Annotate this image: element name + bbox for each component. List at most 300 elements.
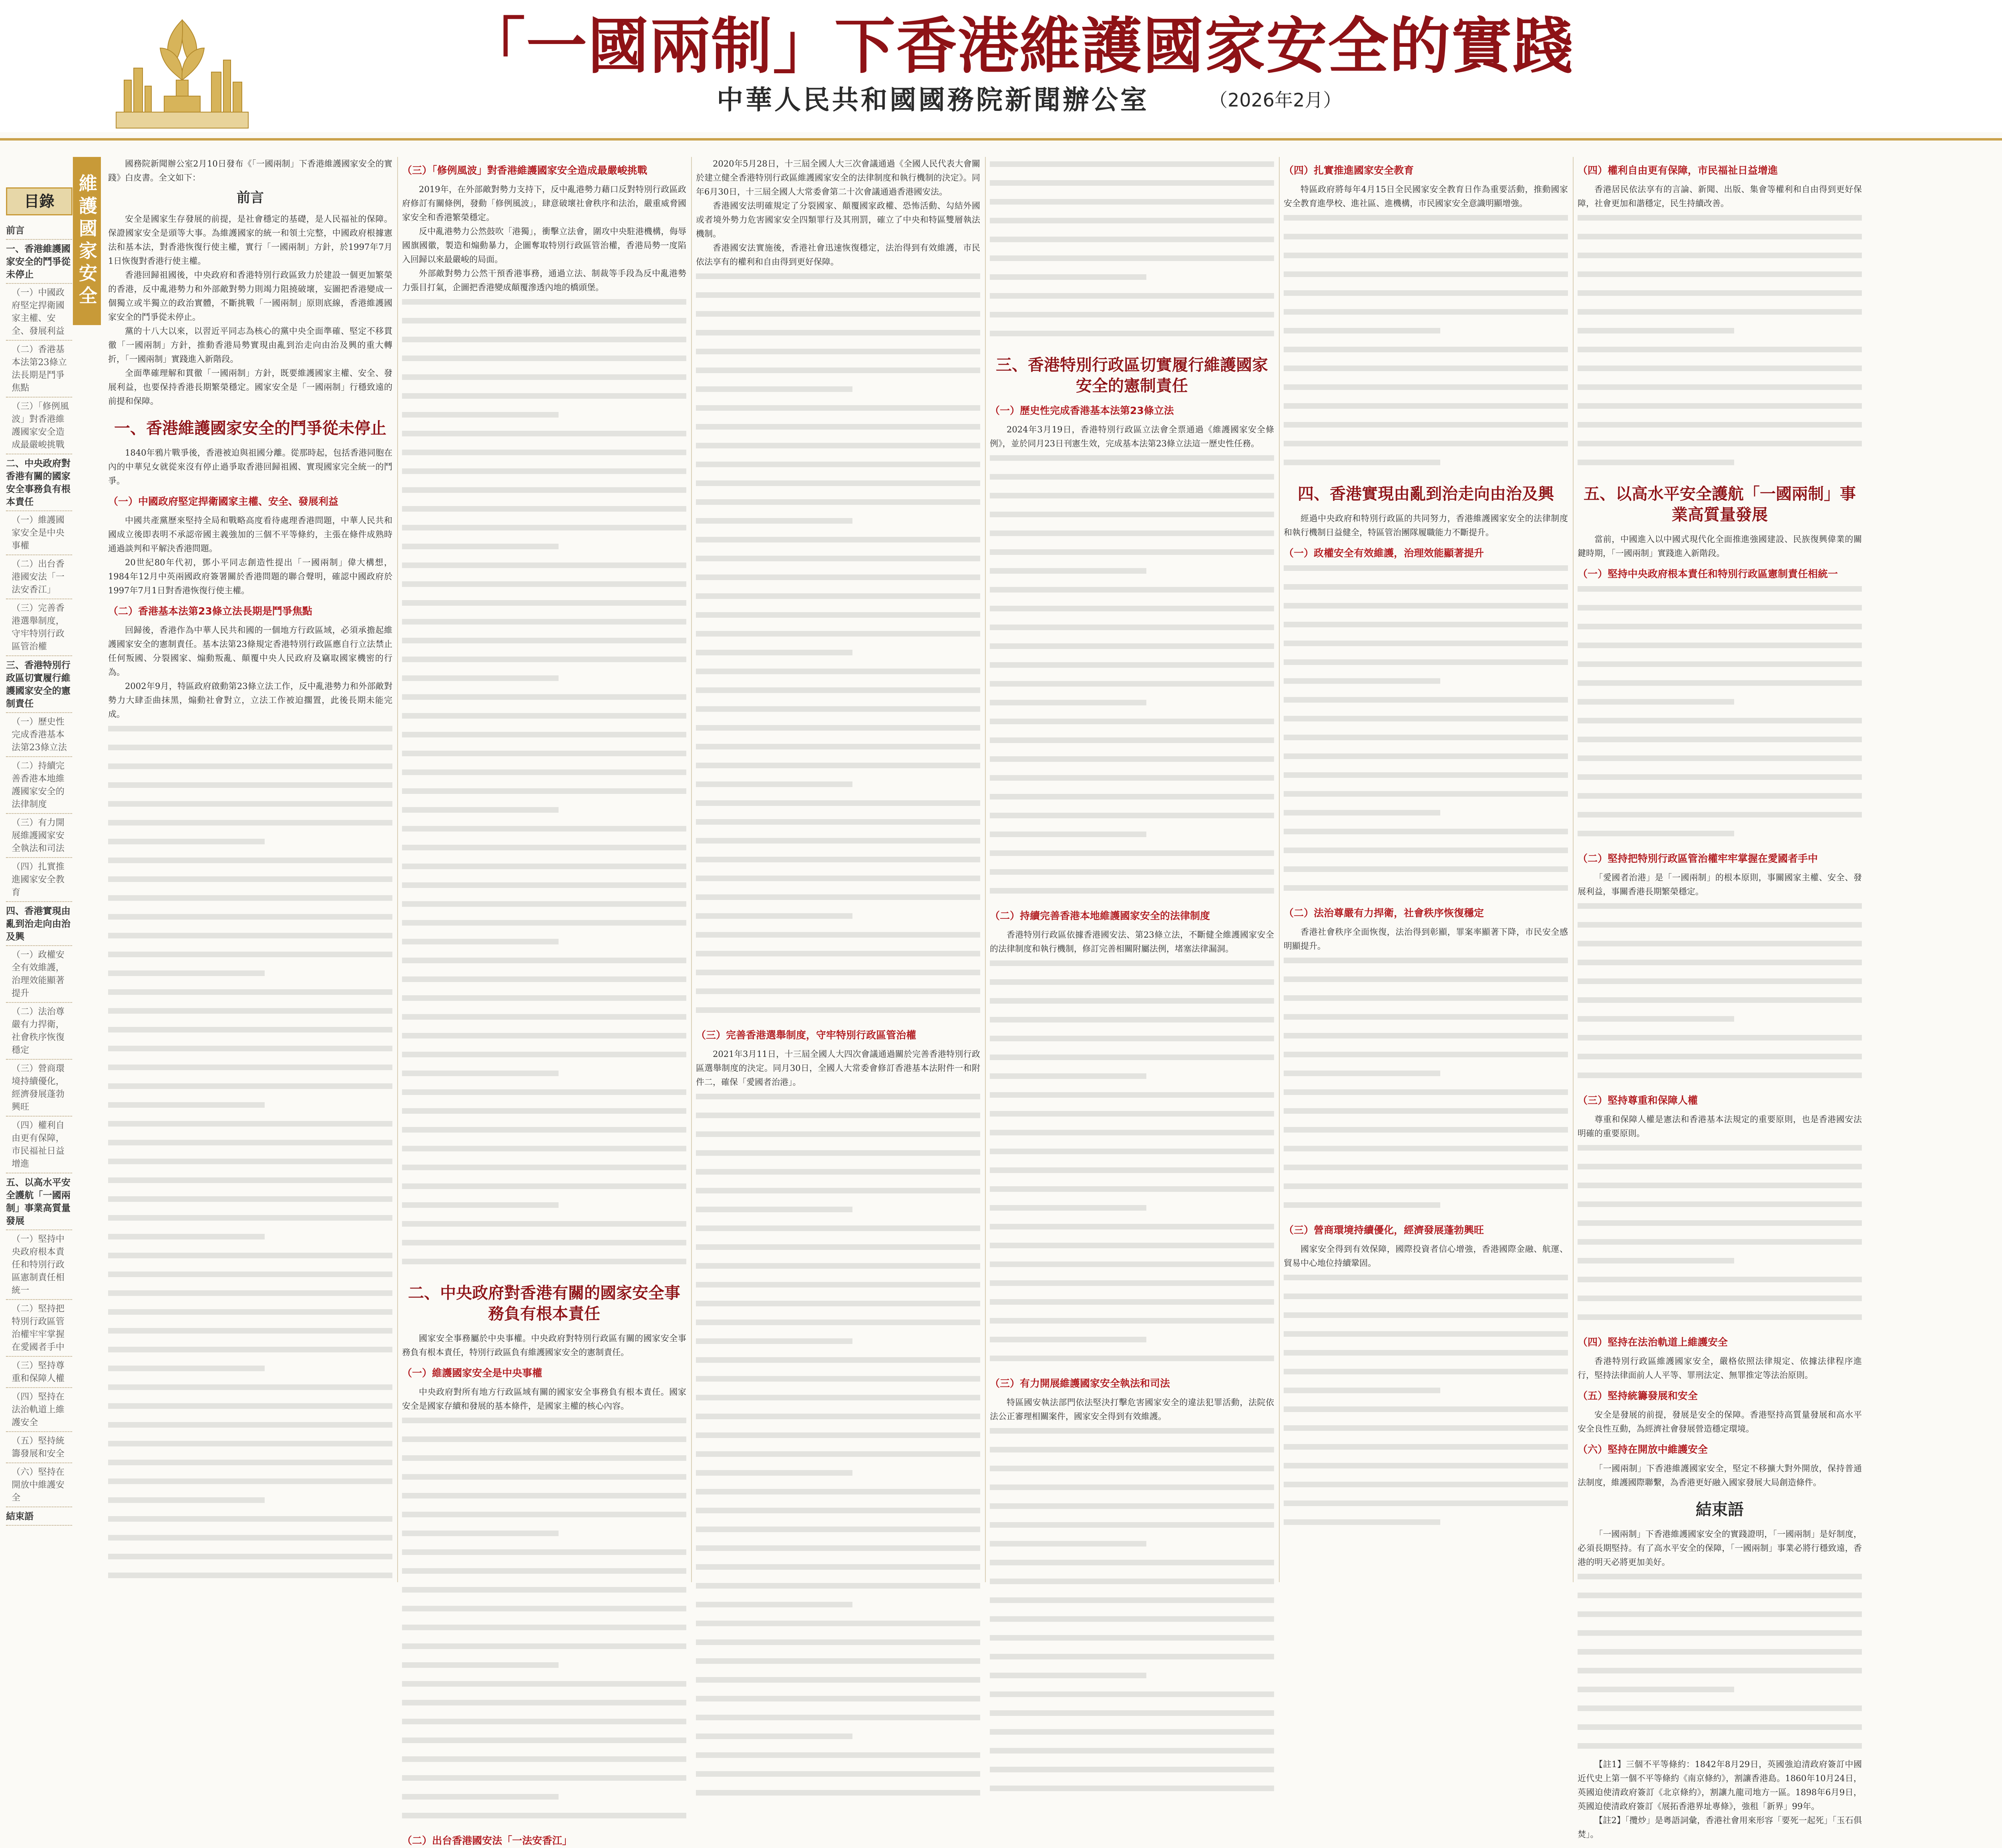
paragraph: 特區國安執法部門依法堅決打擊危害國家安全的違法犯罪活動，法院依法公正審理相關案件，國家安全得到有效維護。	[990, 1398, 1274, 1421]
text-line	[402, 562, 686, 577]
article-column-6	[1578, 157, 1862, 1839]
toc-item: （二）持續完善香港本地維護國家安全的法律制度	[6, 760, 72, 811]
text-line	[402, 1719, 686, 1733]
text-line	[696, 273, 980, 288]
text-line	[402, 374, 686, 389]
text-line	[696, 1376, 980, 1390]
title-open-quote: 「	[464, 10, 526, 82]
text-line	[1578, 1016, 1862, 1030]
text-line	[108, 1290, 392, 1305]
text-line	[402, 318, 686, 332]
text-line	[696, 1696, 980, 1710]
text-line	[1578, 793, 1862, 807]
text-line	[1284, 995, 1568, 1010]
body-text-filler	[1578, 215, 1862, 474]
text-line	[1578, 997, 1862, 1012]
text-line	[990, 1710, 1274, 1725]
text-line	[402, 1033, 686, 1047]
text-line	[1578, 680, 1862, 695]
publish-date: （2026年2月）	[1209, 89, 1342, 111]
text-line	[108, 1460, 392, 1474]
toc-item: （三）完善香港選舉制度，守牢特別行政區管治權	[6, 602, 72, 653]
text-line	[696, 424, 980, 438]
text-line	[990, 1428, 1274, 1442]
text-line	[990, 832, 1274, 846]
text-line	[402, 393, 686, 408]
text-line	[990, 1356, 1274, 1370]
text-line	[1284, 1275, 1568, 1289]
text-line	[1284, 253, 1568, 267]
text-line	[1578, 960, 1862, 974]
subsection-heading: （一）政權安全有效維護，治理效能顯著提升	[1284, 547, 1484, 559]
text-line	[402, 1436, 686, 1451]
text-line	[402, 1606, 686, 1620]
toc-item: （六）堅持在開放中維護安全	[6, 1466, 72, 1505]
subsection-heading: （二）堅持把特別行政區管治權牢牢掌握在愛國者手中	[1578, 853, 1818, 864]
text-line	[108, 1422, 392, 1436]
text-line	[696, 763, 980, 777]
text-line	[1284, 441, 1568, 455]
column-divider	[985, 157, 986, 1582]
text-line	[696, 1470, 980, 1484]
text-line	[696, 1338, 980, 1353]
text-line	[1578, 718, 1862, 732]
text-line	[696, 1395, 980, 1409]
toc-item: （三）「修例風波」對香港維護國家安全造成最嚴峻挑戰	[6, 400, 72, 452]
body-text-filler	[990, 1428, 1274, 1800]
text-line	[1578, 1296, 1862, 1310]
text-line	[1578, 1668, 1862, 1682]
text-line	[108, 1215, 392, 1229]
text-line	[696, 1489, 980, 1503]
text-line	[990, 998, 1274, 1012]
text-line	[990, 493, 1274, 507]
text-line	[108, 1196, 392, 1211]
text-line	[990, 1503, 1274, 1518]
text-line	[696, 518, 980, 532]
text-line	[402, 431, 686, 445]
toc-title: 目錄	[6, 187, 72, 215]
text-line	[1284, 460, 1568, 474]
text-line	[990, 1073, 1274, 1088]
text-line	[990, 1017, 1274, 1031]
text-line	[108, 914, 392, 928]
column-divider	[1573, 157, 1574, 1582]
text-line	[696, 368, 980, 382]
text-line	[990, 1186, 1274, 1201]
body-text-filler	[1578, 1145, 1862, 1329]
text-line	[696, 593, 980, 608]
text-line	[1284, 234, 1568, 248]
text-line	[108, 1027, 392, 1041]
toc-item: 前言	[6, 224, 72, 237]
text-line	[1578, 403, 1862, 418]
text-line	[1284, 1089, 1568, 1104]
text-line	[402, 1794, 686, 1808]
text-line	[108, 1497, 392, 1512]
text-line	[1578, 941, 1862, 955]
text-line	[1284, 565, 1568, 580]
text-line	[108, 1328, 392, 1342]
body-text-filler	[1284, 958, 1568, 1217]
text-line	[696, 499, 980, 514]
text-line	[1284, 659, 1568, 674]
toc-item: 五、以高水平安全護航「一國兩制」事業高質量發展	[6, 1176, 72, 1227]
toc-item: （一）歷史性完成香港基本法第23條立法	[6, 716, 72, 754]
text-line	[1578, 1314, 1862, 1329]
text-line	[696, 1621, 980, 1635]
text-line	[402, 1127, 686, 1141]
text-line	[108, 1347, 392, 1361]
text-line	[696, 913, 980, 928]
text-line	[990, 255, 1274, 270]
text-line	[402, 525, 686, 539]
text-line	[402, 1813, 686, 1827]
text-line	[696, 462, 980, 476]
text-line	[108, 1573, 392, 1587]
text-line	[402, 1108, 686, 1123]
section-heading-1: 一、香港維護國家安全的鬥爭從未停止	[114, 419, 386, 438]
text-line	[1284, 1127, 1568, 1141]
text-line	[108, 876, 392, 891]
text-line	[1578, 441, 1862, 455]
text-line	[696, 970, 980, 984]
article-column-4	[990, 157, 1274, 1582]
text-line	[402, 1183, 686, 1198]
text-line	[1284, 1350, 1568, 1364]
text-line	[696, 1414, 980, 1428]
text-line	[108, 1121, 392, 1135]
text-line	[990, 199, 1274, 213]
text-line	[990, 1167, 1274, 1182]
text-line	[990, 1786, 1274, 1800]
text-line	[108, 1046, 392, 1060]
text-line	[696, 1188, 980, 1202]
paragraph: 香港國安法實施後，香港社會迅速恢復穩定，法治得到有效維護，市民依法享有的權利和自由得到更好保障。	[696, 243, 980, 267]
toc-item: （四）扎實推進國家安全教育	[6, 861, 72, 899]
text-line	[696, 1752, 980, 1767]
text-line	[108, 820, 392, 834]
text-line	[696, 1564, 980, 1579]
text-line	[402, 1700, 686, 1714]
masthead	[0, 0, 2002, 132]
text-line	[990, 1149, 1274, 1163]
text-line	[1578, 643, 1862, 657]
text-line	[990, 1036, 1274, 1050]
paragraph: 香港特別行政區維護國家安全，嚴格依照法律規定、依據法律程序進行，堅持法律面前人人平等、罪刑法定、無罪推定等法治原則。	[1578, 1356, 1862, 1380]
text-line	[696, 876, 980, 890]
intro-note: 國務院新聞辦公室2月10日發布《「一國兩制」下香港維護國家安全的實踐》白皮書。全文如下：	[108, 159, 392, 183]
text-line	[1284, 753, 1568, 768]
text-line	[1578, 422, 1862, 436]
text-line	[402, 1240, 686, 1254]
text-line	[990, 1597, 1274, 1612]
text-line	[1284, 1482, 1568, 1496]
text-line	[1284, 1183, 1568, 1198]
text-line	[1578, 1705, 1862, 1720]
text-line	[1578, 1145, 1862, 1159]
text-line	[1578, 328, 1862, 342]
text-line	[990, 1560, 1274, 1574]
subsection-heading: （五）堅持統籌發展和安全	[1578, 1390, 1698, 1402]
text-line	[402, 1146, 686, 1160]
text-line	[990, 1205, 1274, 1219]
body-text-filler	[1578, 903, 1862, 1087]
toc-item: 二、中央政府對香港有關的國家安全事務負有根本責任	[6, 457, 72, 508]
text-line	[108, 1159, 392, 1173]
text-line	[990, 1299, 1274, 1314]
text-line	[696, 1508, 980, 1522]
table-of-contents	[6, 224, 72, 1529]
footnote-2: 【註2】「攬炒」是粵語詞彙，香港社會用來形容「要死一起死」「玉石俱焚」。	[1578, 1816, 1862, 1839]
text-line	[1578, 812, 1862, 826]
text-line	[108, 1309, 392, 1324]
text-line	[402, 600, 686, 615]
text-line	[1284, 290, 1568, 305]
text-line	[990, 1579, 1274, 1593]
text-line	[1578, 1593, 1862, 1607]
text-line	[1578, 1687, 1862, 1701]
text-line	[402, 412, 686, 426]
text-line	[1284, 735, 1568, 749]
text-line	[990, 1767, 1274, 1781]
paragraph: 2002年9月，特區政府啟動第23條立法工作，反中亂港勢力和外部敵對勢力大肆歪曲抹黑，煽動社會對立，立法工作被迫擱置，此後長期未能完成。	[108, 681, 392, 719]
text-line	[1284, 1052, 1568, 1066]
subsection-heading: （四）權利自由更有保障，市民福祉日益增進	[1578, 165, 1778, 176]
text-line	[1284, 1519, 1568, 1534]
text-line	[108, 1177, 392, 1192]
text-line	[990, 1616, 1274, 1631]
subsection-heading: （三）有力開展維護國家安全執法和司法	[990, 1378, 1170, 1389]
title-phrase: 一國兩制	[526, 10, 773, 82]
paragraph: 香港特別行政區依據香港國安法、第23條立法，不斷健全維護國家安全的法律制度和執行機制，修訂完善相關附屬法例，堵塞法律漏洞。	[990, 930, 1274, 954]
text-line	[1284, 810, 1568, 824]
text-line	[1284, 1388, 1568, 1402]
text-line	[990, 1092, 1274, 1107]
text-line	[990, 1673, 1274, 1687]
text-line	[1284, 772, 1568, 787]
text-line	[990, 512, 1274, 526]
text-line	[990, 549, 1274, 564]
text-line	[402, 1014, 686, 1028]
text-line	[1284, 309, 1568, 323]
body-text-filler	[1578, 1574, 1862, 1758]
text-line	[1284, 641, 1568, 655]
body-text-filler	[990, 161, 1274, 345]
text-line	[402, 864, 686, 878]
text-line	[696, 1715, 980, 1729]
text-line	[1578, 1611, 1862, 1626]
paragraph: 20世紀80年代初，鄧小平同志創造性提出「一國兩制」偉大構想，1984年12月中英兩國政府簽署關於香港問題的聯合聲明，確認中國政府於1997年7月1日對香港恢復行使主權。	[108, 558, 392, 595]
paragraph: 中央政府對所有地方行政區域有關的國家安全事務負有根本責任。國家安全是國家存續和發展的基本條件，是國家主權的核心內容。	[402, 1387, 686, 1411]
text-line	[990, 850, 1274, 865]
paragraph: 香港國安法明確規定了分裂國家、顛覆國家政權、恐怖活動、勾結外國或者境外勢力危害國家安全四類罪行及其刑罰，確立了中央和特區雙層執法機制。	[696, 201, 980, 239]
text-line	[1578, 774, 1862, 789]
text-line	[1578, 1724, 1862, 1739]
body-text-filler	[402, 299, 686, 1273]
text-line	[108, 726, 392, 740]
toc-item: （二）法治尊嚴有力捍衛，社會秩序恢復穩定	[6, 1006, 72, 1057]
text-line	[402, 544, 686, 558]
text-line	[990, 587, 1274, 601]
text-line	[108, 1384, 392, 1399]
text-line	[402, 995, 686, 1010]
text-line	[402, 1738, 686, 1752]
text-line	[402, 901, 686, 916]
text-line	[402, 1221, 686, 1235]
text-line	[990, 813, 1274, 827]
text-line	[1578, 978, 1862, 993]
text-line	[696, 443, 980, 457]
toc-item: （二）出台香港國安法「一法安香江」	[6, 558, 72, 597]
text-line	[402, 581, 686, 596]
text-line	[990, 869, 1274, 884]
text-line	[990, 662, 1274, 677]
body-text-filler	[990, 960, 1274, 1370]
text-line	[1284, 1294, 1568, 1308]
paragraph: 反中亂港勢力公然鼓吹「港獨」，衝擊立法會，圍攻中央駐港機構，侮辱國旗國徽，製造和煽動暴力，企圖奪取特別行政區管治權，香港局勢一度陷入回歸以來最嚴峻的局面。	[402, 227, 686, 264]
text-line	[1578, 755, 1862, 770]
text-line	[1578, 253, 1862, 267]
text-line	[108, 763, 392, 778]
text-line	[990, 1280, 1274, 1295]
text-line	[696, 988, 980, 1003]
text-line	[1284, 603, 1568, 617]
text-line	[696, 650, 980, 664]
text-line	[1284, 1033, 1568, 1047]
text-line	[990, 1541, 1274, 1555]
toc-item: （一）中國政府堅定捍衛國家主權、安全、發展利益	[6, 287, 72, 338]
text-line	[402, 1587, 686, 1601]
text-line	[108, 970, 392, 985]
text-line	[1578, 699, 1862, 713]
text-line	[696, 1094, 980, 1108]
text-line	[696, 1677, 980, 1691]
text-line	[1578, 347, 1862, 361]
text-line	[1284, 215, 1568, 229]
text-line	[108, 1140, 392, 1154]
paragraph: 全面準確理解和貫徹「一國兩制」方針，既要維護國家主權、安全、發展利益，也要保持香港長期繁榮穩定。國家安全是「一國兩制」行穩致遠的前提和保障。	[108, 368, 392, 406]
text-line	[402, 1512, 686, 1526]
toc-item: 四、香港實現由亂到治走向由治及興	[6, 905, 72, 943]
text-line	[1284, 328, 1568, 342]
paragraph: 國家安全事務屬於中央事權。中央政府對特別行政區有關的國家安全事務負有根本責任，特別行政區負有維護國家安全的憲制責任。	[402, 1334, 686, 1357]
text-line	[402, 675, 686, 690]
text-line	[402, 939, 686, 953]
text-line	[696, 1432, 980, 1447]
side-banner: 維護國家安全	[73, 157, 101, 325]
text-line	[1284, 384, 1568, 399]
text-line	[1578, 1258, 1862, 1272]
text-line	[696, 744, 980, 758]
text-line	[696, 1639, 980, 1654]
text-line	[1284, 697, 1568, 711]
conclusion-heading: 結束語	[1696, 1500, 1744, 1519]
text-line	[990, 180, 1274, 195]
text-line	[402, 694, 686, 709]
text-line	[696, 1263, 980, 1278]
text-line	[1284, 1369, 1568, 1383]
text-line	[402, 468, 686, 483]
paragraph: 「一國兩制」下香港維護國家安全的實踐證明，「一國兩制」是好制度，必須長期堅持。有了高水平安全的保障，「一國兩制」事業必將行穩致遠，香港的明天必將更加美好。	[1578, 1529, 1862, 1567]
text-line	[696, 800, 980, 815]
text-line	[402, 845, 686, 859]
subsection-heading: （一）堅持中央政府根本責任和特別行政區憲制責任相統一	[1578, 568, 1838, 580]
subsection-heading: （二）出台香港國安法「一法安香江」	[402, 1835, 573, 1846]
text-line	[696, 669, 980, 683]
text-line	[1578, 831, 1862, 845]
text-line	[696, 1007, 980, 1022]
text-line	[696, 819, 980, 834]
toc-item: 一、香港維護國家安全的鬥爭從未停止	[6, 243, 72, 281]
text-line	[1578, 460, 1862, 474]
paragraph: 香港居民依法享有的言論、新聞、出版、集會等權利和自由得到更好保障，社會更加和諧穩定，民生持續改善。	[1578, 185, 1862, 208]
text-line	[1284, 1071, 1568, 1085]
text-line	[402, 506, 686, 520]
text-line	[696, 1583, 980, 1597]
text-line	[402, 1455, 686, 1470]
text-line	[1284, 716, 1568, 730]
text-line	[696, 612, 980, 627]
text-line	[1284, 271, 1568, 286]
text-line	[1578, 1220, 1862, 1235]
bauhinia-statue-skyline-icon	[116, 12, 248, 132]
text-line	[696, 311, 980, 325]
text-line	[402, 1531, 686, 1545]
text-line	[402, 1052, 686, 1066]
paragraph: 2020年5月28日，十三屆全國人大三次會議通過《全國人民代表大會關於建立健全香港特別行政區維護國家安全的法律制度和執行機制的決定》。同年6月30日，十三屆全國人大常委會第二十次會議通過香港國安法。	[696, 159, 980, 197]
text-line	[402, 1662, 686, 1677]
text-line	[696, 386, 980, 401]
text-line	[402, 487, 686, 502]
text-line	[402, 788, 686, 803]
text-line	[402, 356, 686, 370]
toc-item: （二）堅持把特別行政區管治權牢牢掌握在愛國者手中	[6, 1303, 72, 1354]
text-line	[402, 1165, 686, 1179]
preface-heading: 前言	[237, 190, 264, 206]
text-line	[696, 1320, 980, 1334]
text-line	[402, 751, 686, 765]
text-line	[1284, 678, 1568, 693]
text-line	[990, 237, 1274, 251]
text-line	[402, 1259, 686, 1273]
text-line	[402, 1775, 686, 1790]
text-line	[1578, 1035, 1862, 1049]
section-heading-3: 三、香港特別行政區切實履行維護國家安全的憲制責任	[996, 356, 1268, 395]
column-divider	[691, 157, 692, 1582]
text-line	[990, 312, 1274, 326]
text-line	[108, 1065, 392, 1079]
subsection-heading: （三）營商環境持續優化，經濟發展蓬勃興旺	[1284, 1224, 1484, 1236]
text-line	[402, 1756, 686, 1771]
text-line	[402, 1474, 686, 1488]
text-line	[696, 1207, 980, 1221]
text-line	[1578, 309, 1862, 323]
text-line	[990, 293, 1274, 307]
text-line	[1578, 290, 1862, 305]
text-line	[108, 782, 392, 797]
text-line	[1284, 1312, 1568, 1327]
paragraph: 1840年鴉片戰爭後，香港被迫與祖國分離。從那時起，包括香港同胞在內的中華兒女就從來沒有停止過爭取香港回歸祖國、實現國家完全統一的鬥爭。	[108, 448, 392, 486]
text-line	[696, 574, 980, 589]
text-line	[990, 161, 1274, 176]
text-line	[1578, 1201, 1862, 1216]
article-column-5	[1284, 157, 1568, 1582]
text-line	[402, 826, 686, 840]
text-line	[990, 1055, 1274, 1069]
text-line	[108, 1403, 392, 1418]
text-line	[696, 687, 980, 702]
